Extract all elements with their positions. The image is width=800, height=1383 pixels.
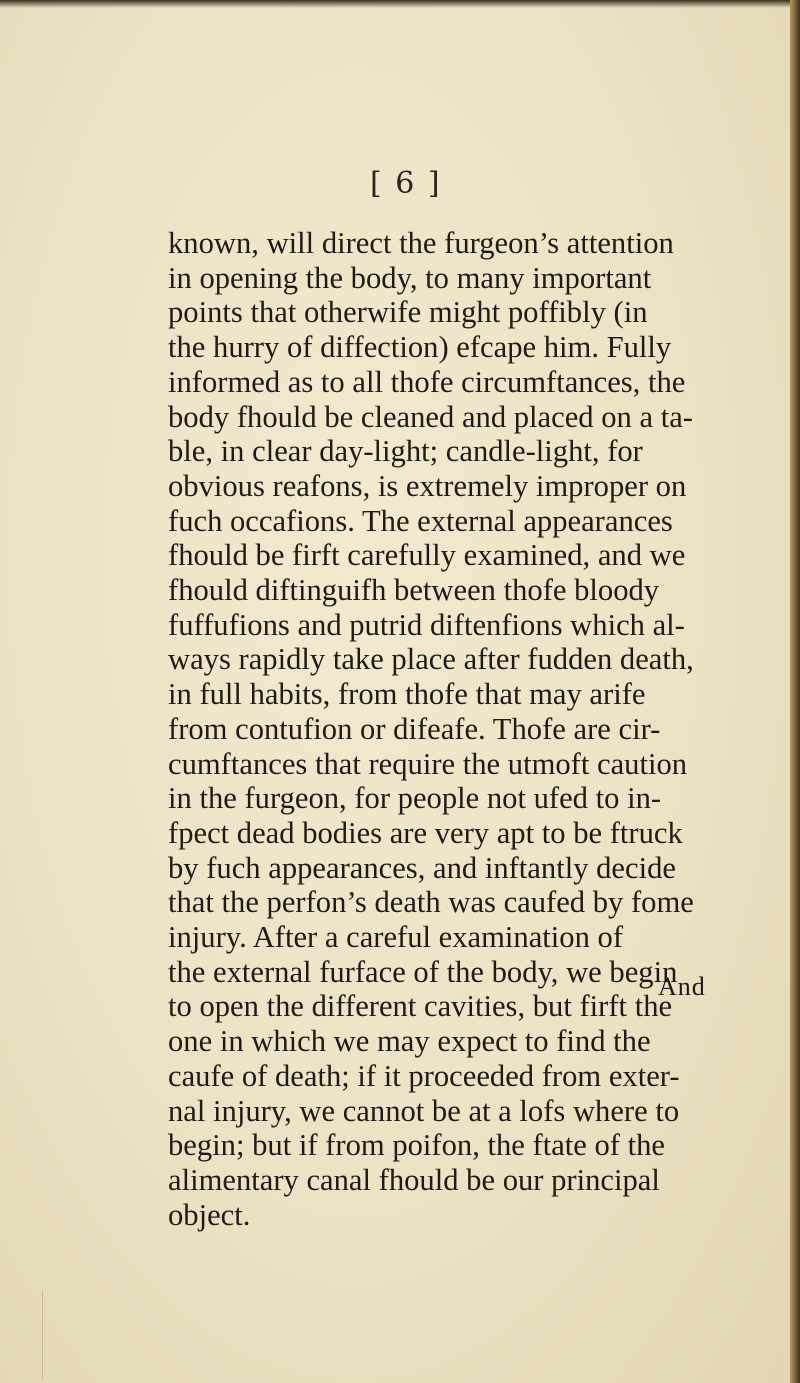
text-line: obvious reafons, is extremely improper on — [168, 468, 687, 503]
text-line: cumftances that require the utmoft caution — [168, 746, 688, 781]
text-line: ways rapidly take place after fudden death, — [168, 642, 694, 677]
text-line: injury. After a careful examination of — [168, 920, 624, 955]
text-line: fuffufions and putrid diftenfions which al- — [168, 607, 685, 642]
text-line: the hurry of diffection) efcape him. Fully — [168, 330, 672, 365]
text-line: begin; but if from poifon, the ftate of the — [168, 1128, 666, 1163]
text-line: nal injury, we cannot be at a lofs where to — [168, 1093, 680, 1128]
page-number-header: [ 6 ] — [370, 166, 442, 201]
catchword: And — [658, 972, 706, 1001]
text-line: one in which we may expect to find the — [168, 1024, 651, 1059]
text-line: body fhould be cleaned and placed on a ta- — [168, 399, 693, 434]
text-line: in opening the body, to many important — [168, 260, 652, 295]
body-text — [168, 226, 790, 1232]
text-line: from contufion or difeafe. Thofe are cir- — [168, 711, 661, 746]
top-shadow — [0, 0, 790, 8]
text-line: ble, in clear day-light; candle-light, for — [168, 434, 643, 469]
margin-mark — [42, 1290, 43, 1380]
page-edge — [790, 0, 800, 1383]
text-line: in the furgeon, for people not ufed to in- — [168, 781, 662, 816]
text-line: object. — [168, 1197, 251, 1232]
text-line: fhould diftinguifh between thofe bloody — [168, 573, 660, 608]
text-line: that the perfon’s death was caufed by fome — [168, 885, 694, 920]
text-line: fhould be firft carefully examined, and we — [168, 538, 686, 573]
text-line: the external furface of the body, we begin — [168, 954, 678, 989]
text-line: caufe of death; if it proceeded from exter- — [168, 1058, 680, 1093]
text-line: fuch occafions. The external appearances — [168, 503, 673, 538]
text-line: in full habits, from thofe that may arife — [168, 677, 646, 712]
text-line: to open the different cavities, but firft the — [168, 989, 673, 1024]
text-line: informed as to all thofe circumftances, the — [168, 364, 686, 399]
text-line: points that otherwife might poffibly (in — [168, 295, 648, 330]
text-line: fpect dead bodies are very apt to be ftruck — [168, 815, 683, 850]
text-line: known, will direct the furgeon’s attention — [168, 226, 674, 260]
text-line: by fuch appearances, and inftantly decide — [168, 850, 676, 885]
text-line: alimentary canal fhould be our principal — [168, 1162, 660, 1197]
